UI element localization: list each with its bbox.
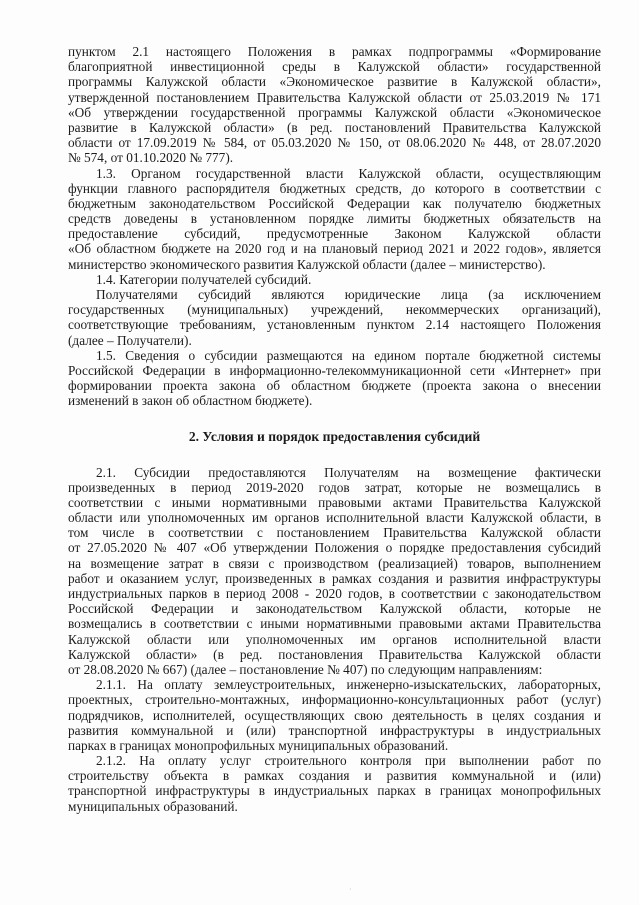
text-line: 2.1. Субсидии предоставляются Получателям на возмещение фактически: [96, 464, 601, 480]
text-line: изменений в закон об областном бюджете).: [68, 393, 313, 409]
text-line: развития коммунальной и (или) транспортной инфраструктуры в индустриальных: [68, 722, 601, 738]
text-line: бюджетным законодательством Российской Федерации как получателю бюджетных: [68, 195, 601, 211]
text-line: государственных (муниципальных) учреждений, некоммерческих организаций),: [68, 302, 601, 318]
text-line: области или уполномоченных им органов исполнительной власти Калужской области, в: [68, 510, 601, 526]
text-line: индустриальных парков в период 2008 - 2020 годов, в соответствии с законодательством: [68, 586, 601, 601]
text-line: 1.3. Органом государственной власти Калужской области, осуществляющим: [96, 165, 601, 181]
text-line: транспортной инфраструктуры в индустриальных парках в границах монопрофильных: [68, 783, 601, 799]
text-line: благоприятной инвестиционной среды в Калужской области» государственной: [68, 59, 601, 75]
text-line: подрядчиков, исполнителей, осуществляющих свою деятельность в целях создания и: [68, 707, 601, 723]
text-line: парках в границах монопрофильных муниципальных образований.: [68, 737, 449, 753]
text-line: 2.1.1. На оплату землеустроительных, инженерно-изыскательских, лабораторных,: [96, 677, 601, 693]
text-line: программы Калужской области «Экономическое развитие в Калужской области»,: [68, 74, 601, 90]
text-line: средств доведены в установленном порядке лимиты бюджетных обязательств на: [68, 211, 601, 227]
text-line: на возмещение затрат в связи с производством (реализацией) товаров, выполнением: [68, 555, 601, 571]
text-line: № 574, от 01.10.2020 № 777).: [68, 150, 234, 166]
text-line: Калужской области или уполномоченных им органов исполнительной власти: [68, 631, 601, 647]
text-line: Российской Федерации в информационно-телекоммуникационной сети «Интернет» при: [68, 362, 601, 378]
text-line: проектных, строительно-монтажных, информационно-консультационных работ (услуг): [68, 692, 601, 708]
text-line: формировании проекта закона об областном бюджете (проекта закона о внесении: [68, 378, 601, 394]
text-line: функции главного распорядителя бюджетных средств, до которого в соответствии с: [68, 180, 601, 196]
text-line: строительству объекта в рамках создания и развития коммунальной и (или): [68, 768, 601, 784]
text-line: от 28.08.2020 № 667) (далее – постановление № 407) по следующим направлениям:: [68, 661, 543, 677]
text-line: соответствующие требованиям, установленным пунктом 2.14 настоящего Положения: [68, 317, 601, 333]
section-2-body: [68, 465, 601, 814]
text-line: «Об утверждении государственной программы Калужской области «Экономическое: [68, 104, 601, 120]
text-line: от 27.05.2020 № 407 «Об утверждении Положения о порядке предоставления субсидий: [68, 540, 601, 556]
text-line: 1.5. Сведения о субсидии размещаются на едином портале бюджетной системы: [96, 347, 601, 363]
text-line: (далее – Получатели).: [68, 332, 192, 348]
text-line: соответствии с иными нормативными правовыми актами Правительства Калужской: [68, 494, 601, 510]
text-line: утвержденной постановлением Правительства Калужской области от 25.03.2019 № 171: [68, 89, 601, 105]
section-heading: 2. Условия и порядок предоставления субсидий: [188, 428, 481, 444]
text-line: области от 17.09.2019 № 584, от 05.03.2020 № 150, от 08.06.2020 № 448, от 28.07.2020: [68, 135, 601, 151]
text-line: Получателями субсидий являются юридические лица (за исключением: [96, 287, 601, 302]
text-line: муниципальных образований.: [68, 798, 238, 814]
text-line: произведенных в период 2019-2020 годов затрат, которые не возмещались в: [68, 479, 601, 495]
text-line: развитие в Калужской области» (в ред. постановлений Правительства Калужской: [68, 119, 601, 135]
text-line: «Об областном бюджете на 2020 год и на плановый период 2021 и 2022 годов», является: [68, 241, 601, 257]
scan-speck: ·: [349, 885, 352, 894]
text-line: 1.4. Категории получателей субсидий.: [96, 271, 312, 287]
text-line: пунктом 2.1 настоящего Положения в рамках подпрограммы «Формирование: [68, 44, 601, 59]
text-line: 2.1.2. На оплату услуг строительного контроля при выполнении работ по: [96, 753, 601, 769]
text-line: том числе в соответствии с постановлением Правительства Калужской области: [68, 525, 601, 541]
text-line: министерство экономического развития Калужской области (далее – министерство).: [68, 256, 546, 272]
text-line: предоставление субсидий, предусмотренные Законом Калужской области: [68, 226, 601, 242]
text-line: Российской Федерации и законодательством Калужской области, которые не: [68, 601, 601, 617]
section-1-continuation: [68, 44, 601, 409]
text-line: работ и оказанием услуг, произведенных в рамках создания и развития инфраструктуры: [68, 570, 601, 586]
text-line: возмещались в соответствии с иными нормативными правовыми актами Правительства: [68, 616, 601, 632]
text-line: Калужской области» (в ред. постановления Правительства Калужской области: [68, 646, 601, 662]
